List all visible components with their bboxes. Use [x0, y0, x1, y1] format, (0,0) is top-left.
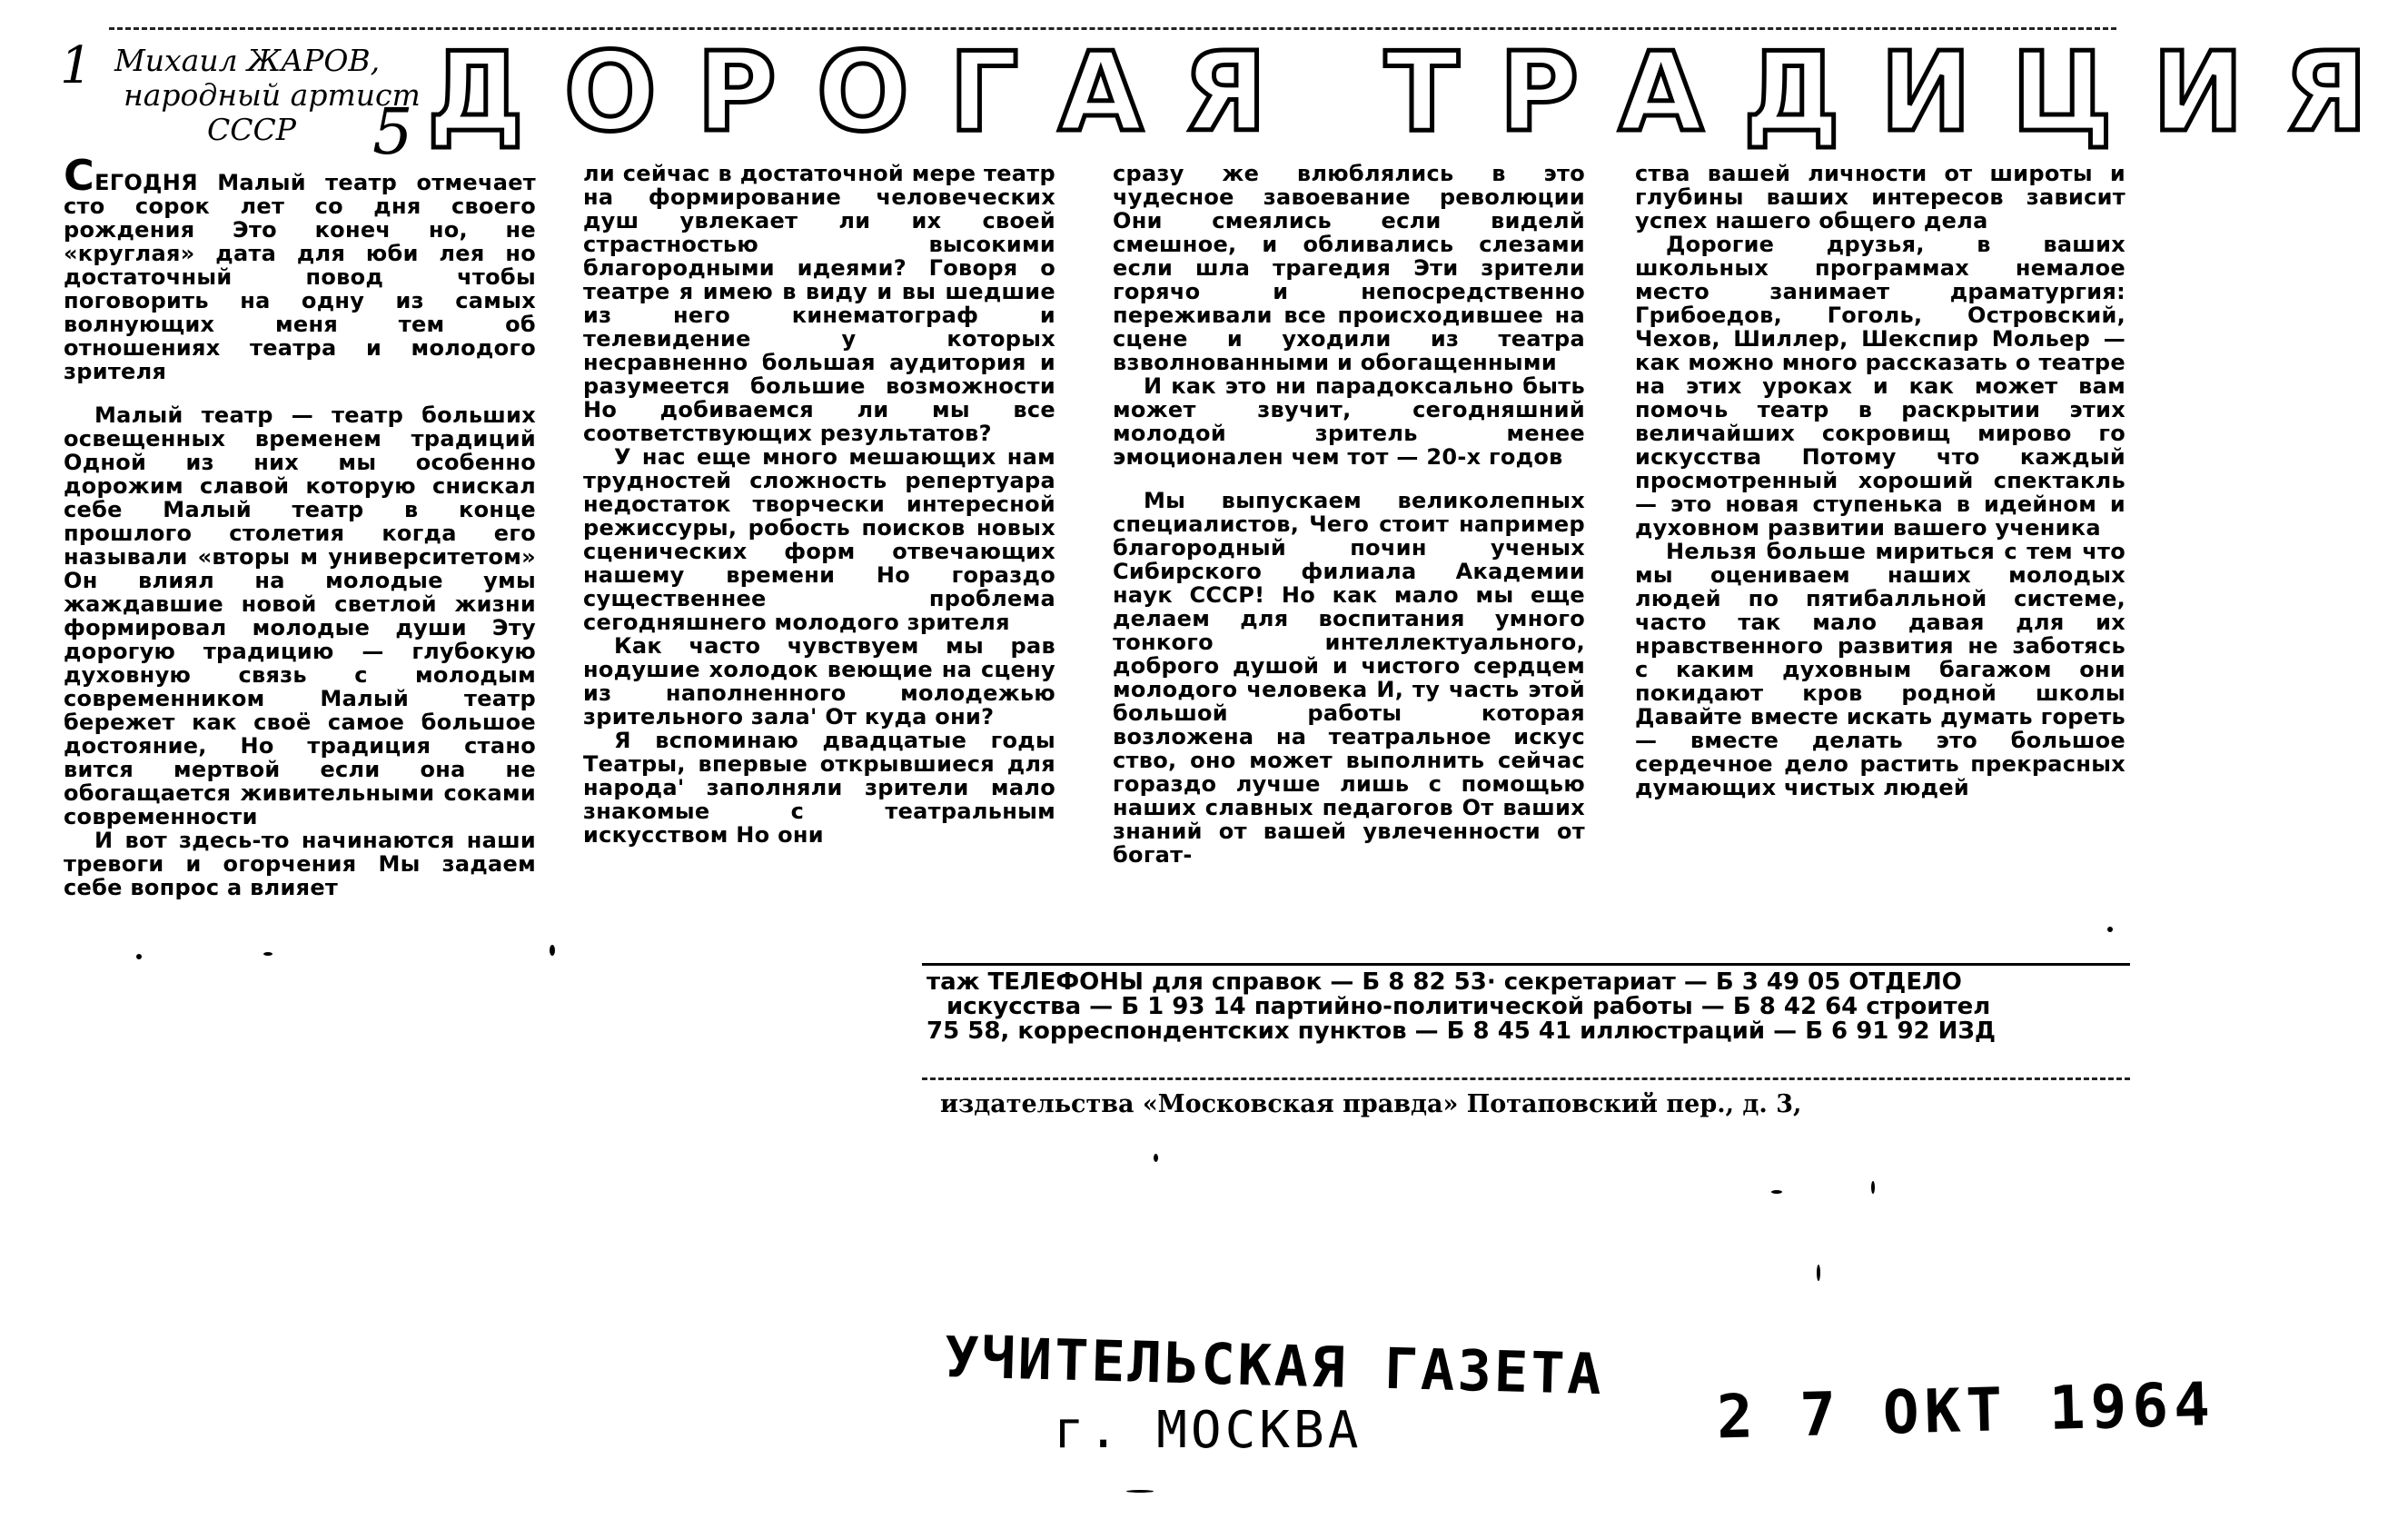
footer-top-rule: [922, 963, 2130, 966]
phones-line-1: таж ТЕЛЕФОНЫ для справок — Б 8 82 53· секретариат — Б 3 49 05 ОТДЕЛО: [927, 968, 1962, 996]
article-body: [64, 151, 2126, 934]
footer-phone-directory: [927, 970, 2126, 1044]
paragraph: Малый театр — театр больших освещенных временем традиций Одной из них мы особенно дорожим славой которую снискал себе Малый театр в конце прошлого столетия когда его называли «вторы м университетом» Он влиял на молодые умы жаждавшие новой светлой жизни формировал молодые души Эту дорогую традицию — глубокую духовную связь с молодым современником Малый театр бережет как своё самое большое достояние, Но традиция стано вится мертвой если она не обогащается живительными соками современности: [64, 402, 536, 829]
article-column-1: [64, 151, 536, 900]
paragraph: И вот здесь-то начинаются наши тревоги и огорчения Мы задаем себе вопрос а влияет: [64, 828, 536, 900]
footer-divider: [922, 1077, 2130, 1080]
print-speck: [1771, 1190, 1782, 1194]
handwritten-page-marker: 1: [60, 36, 93, 95]
paragraph: Дорогие друзья, в ваших школьных программах немалое место занимает драматургия: Грибоедов, Гоголь, Островский, Чехов, Шиллер, Шекспир Мольер — как можно много рассказать о театре на этих уроках и как может вам помочь театр в раскрытии этих величайших сокровищ мирово го искусства Потому что каждый просмотренный хороший спектакль — это новая ступенька в идейном и духовном развитии вашего ученика: [1635, 232, 2126, 541]
phones-line-2: искусства — Б 1 93 14 партийно-политической работы — Б 8 42 64 строител: [946, 993, 1991, 1020]
paragraph-text: ЕГОДНЯ Малый театр отмечает сто сорок лет со дня своего рождения Это конеч но, не «круглая» дата для юби лея но достаточный повод чтобы поговорить на одну из самых волнующих меня тем об отношениях театра и молодого зрителя: [64, 170, 536, 384]
paragraph: Я вспоминаю двадцатые годы Театры, впервые открывшиеся для народа' заполняли зрители мало знакомые с театральным искусством Но они: [583, 728, 1055, 848]
stamp-city: г. МОСКВА: [1054, 1401, 1363, 1460]
print-speck: [1154, 1154, 1158, 1162]
article-column-2: [583, 162, 1055, 847]
paragraph: Мы выпускаем великолепных специалистов, Чего стоит например благородный почин ученых Сибирского филиала Академии наук СССР! Но как мало мы еще делаем для воспитания умного тонкого интеллектуального, доброго душой и чистого сердцем молодого человека И, ту часть этой большой работы которая возложена на театральное искус ство, оно может выполнить сейчас гораздо лучше лишь с помощью наших славных педагогов От ваших знаний от вашей увлеченности от богат-: [1113, 488, 1585, 868]
author-title-line-2: СССР: [207, 112, 296, 147]
stamp-date: 2 7 ОКТ 1964: [1716, 1369, 2216, 1453]
paragraph: ли сейчас в достаточной мере театр на формирование человеческих душ увлекает ли их своей страстностью высокими благородными идеями? Говоря о театре я имею в виду и вы шедшие из него кинематограф и телевидение у которых несравненно большая аудитория и разумеется большие возможности Но добиваемся ли мы все соответствующих результатов?: [583, 161, 1055, 446]
paragraph: ства вашей личности от широты и глубины ваших интересов зависит успех нашего общего дела: [1635, 161, 2126, 233]
paragraph: Как часто чувствуем мы рав нодушие холодок веющие на сцену из наполненного молодежью зрительного зала' От куда они?: [583, 633, 1055, 730]
phones-line-3: 75 58, корреспондентских пунктов — Б 8 45 41 иллюстраций — Б 6 91 92 ИЗД: [927, 1018, 1997, 1045]
print-speck: [1871, 1181, 1875, 1194]
print-speck: [2107, 927, 2113, 932]
author-title-line-1: народный артист: [124, 77, 421, 113]
drop-cap: С: [64, 151, 95, 200]
print-speck: [136, 954, 142, 959]
print-speck: [1817, 1265, 1820, 1281]
article-column-3: [1113, 162, 1585, 867]
paragraph: сразу же влюблялись в это чудесное завоевание революции Они смеялись если виделй смешное, и обливались слезами если шла трагедия Эти зрители горячо и непосредственно переживали все происходившее на сцене и уходили из театра взволнованными и обогащенными: [1113, 161, 1585, 375]
print-speck: [1126, 1490, 1154, 1493]
article-headline: ДОРОГАЯ ТРАДИЦИЯ: [427, 30, 2408, 156]
paragraph: Нельзя больше мириться с тем что мы оцениваем наших молодых людей по пятибалльной системе, часто так мало давая для их нравственного развития не заботясь с каким духовным багажом они покидают кров родной школы Давайте вместе искать думать гореть — вместе делать это большое сердечное дело растить прекрасных думающих чистых людей: [1635, 539, 2126, 800]
author-name: Михаил ЖАРОВ,: [114, 43, 381, 78]
publisher-line: издательства «Московская правда» Потаповский пер., д. 3,: [940, 1090, 1802, 1118]
paragraph: У нас еще много мешающих нам трудностей сложность репертуара недостаток творчески интересной режиссуры, робость поисков новых сценических форм отвечающих нашему времени Но гораздо существеннее проблема сегодняшнего молодого зрителя: [583, 444, 1055, 635]
author-byline: [71, 43, 421, 147]
article-column-4: [1635, 162, 2126, 799]
stamp-newspaper-name: УЧИТЕЛЬСКАЯ ГАЗЕТА: [944, 1324, 1605, 1408]
print-speck: [263, 952, 273, 956]
paragraph: [64, 151, 536, 384]
handwritten-mark: 5: [372, 94, 413, 169]
paragraph: И как это ни парадоксально быть может звучит, сегодняшний молодой зритель менее эмоционален чем тот — 20-х годов: [1113, 373, 1585, 470]
print-speck: [550, 945, 555, 956]
